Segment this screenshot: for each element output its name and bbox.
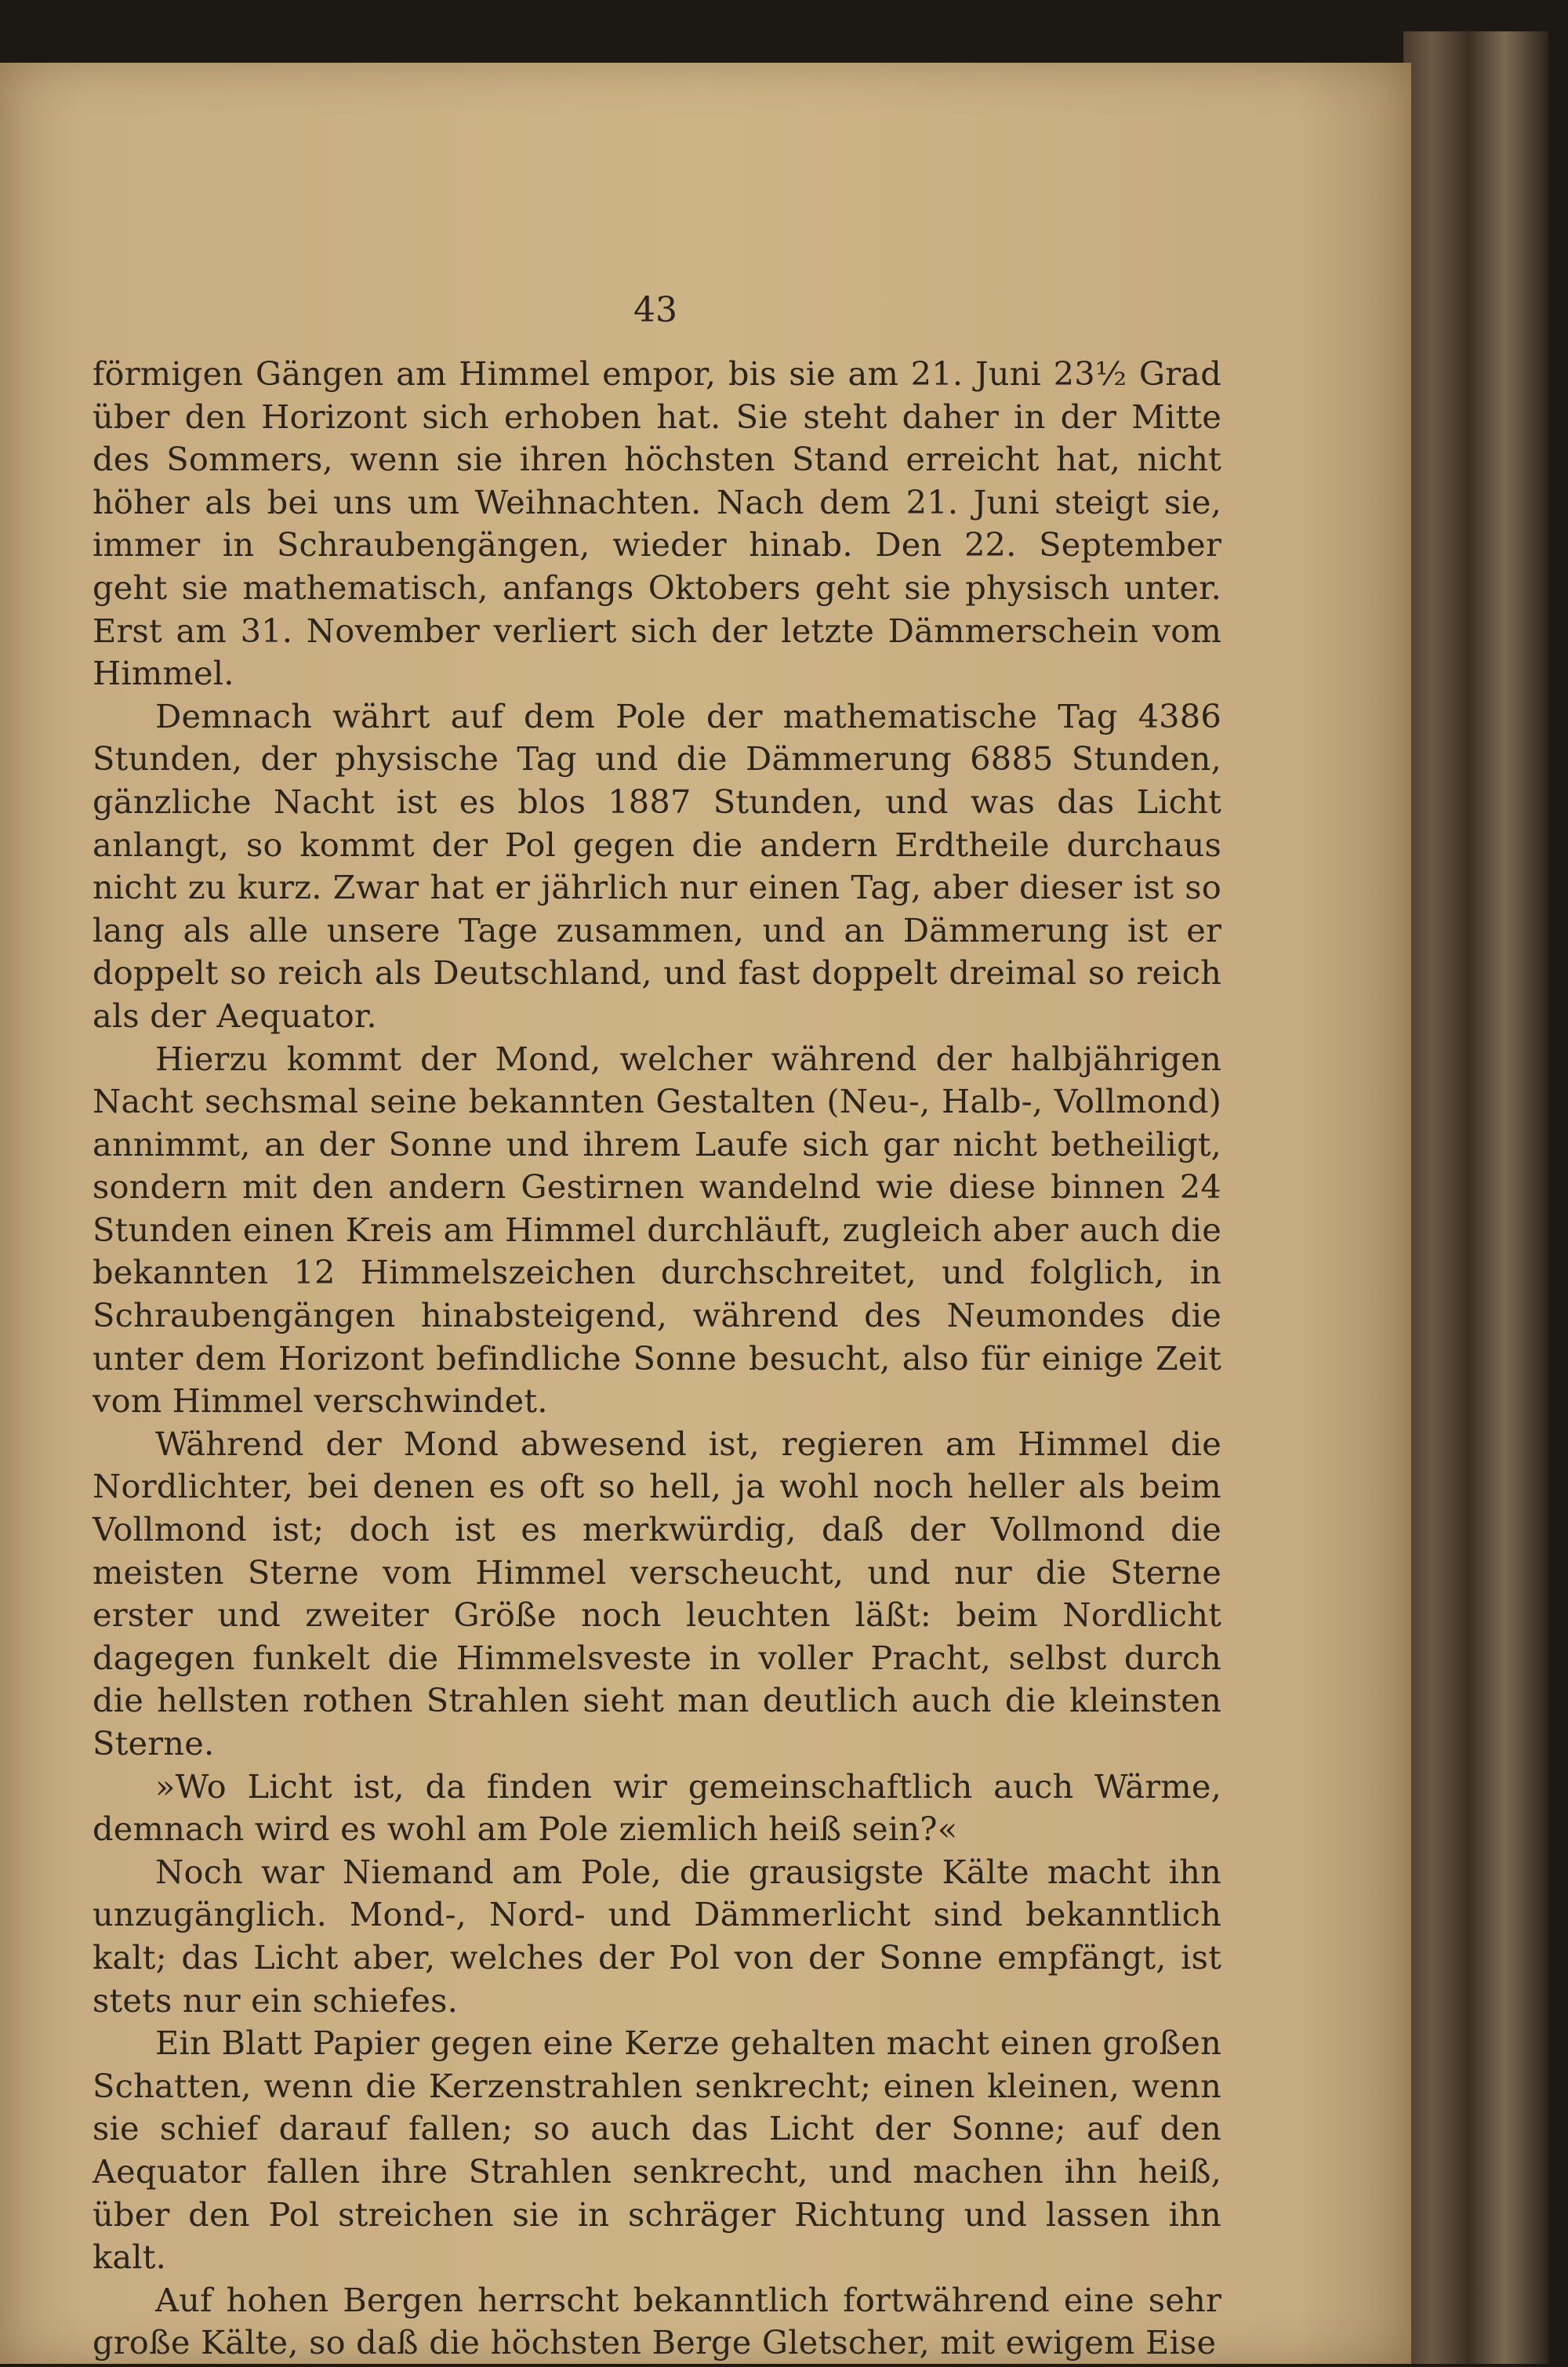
paragraph: Demnach währt auf dem Pole der mathematische Tag 4386 Stunden, der physische Tag und die Dämmerung 6885 Stunden, gänzliche Nacht ist es blos 1887 Stunden, und was das Licht anlangt, so kommt der Pol gegen die andern Erdtheile durchaus nicht zu kurz. Zwar hat er jährlich nur einen Tag, aber dieser ist so lang als alle unsere Tage zusammen, und an Dämmerung ist er doppelt so reich als Deutschland, und fast doppelt dreimal so reich als der Aequator.	[93, 696, 1221, 1035]
paragraph: Hierzu kommt der Mond, welcher während der halbjährigen Nacht sechsmal seine bekannten Gestalten (Neu-, Halb-, Vollmond) annimmt, an der Sonne und ihrem Laufe sich gar nicht betheiligt, sondern mit den andern Gestirnen wandelnd wie diese binnen 24 Stunden einen Kreis am Himmel durchläuft, zugleich aber auch die bekannten 12 Himmelszeichen durchschreitet, und folglich, in Schraubengängen hinabsteigend, während des Neumondes die unter dem Horizont befindliche Sonne besucht, also für einige Zeit vom Himmel verschwindet.	[93, 1039, 1221, 1421]
page-number: 43	[633, 290, 677, 330]
paragraph: »Wo Licht ist, da finden wir gemeinschaftlich auch Wärme, demnach wird es wohl am Pole ziemlich heiß sein?«	[93, 1766, 1221, 1849]
paragraph: Ein Blatt Papier gegen eine Kerze gehalten macht einen großen Schatten, wenn die Kerzenstrahlen senkrecht; einen kleinen, wenn sie schief darauf fallen; so auch das Licht der Sonne; auf den Aequator fallen ihre Strahlen senkrecht, und machen ihn heiß, über den Pol streichen sie in schräger Richtung und lassen ihn kalt.	[93, 2024, 1221, 2277]
paragraph: Noch war Niemand am Pole, die grausigste Kälte macht ihn unzugänglich. Mond-, Nord- und Dämmerlicht sind bekanntlich kalt; das Licht aber, welches der Pol von der Sonne empfängt, ist stets nur ein schiefes.	[93, 1852, 1221, 2020]
page-sheet	[0, 63, 1411, 2364]
paragraph: förmigen Gängen am Himmel empor, bis sie am 21. Juni 23½ Grad über den Horizont sich erhoben hat. Sie steht daher in der Mitte des Sommers, wenn sie ihren höchsten Stand erreicht hat, nicht höher als bei uns um Weihnachten. Nach dem 21. Juni steigt sie, immer in Schraubengängen, wieder hinab. Den 22. September geht sie mathematisch, anfangs Oktobers geht sie physisch unter. Erst am 31. November verliert sich der letzte Dämmerschein vom Himmel.	[93, 354, 1221, 693]
body-text	[93, 353, 1221, 2365]
paragraph: Während der Mond abwesend ist, regieren am Himmel die Nordlichter, bei denen es oft so hell, ja wohl noch heller als beim Vollmond ist; doch ist es merkwürdig, daß der Vollmond die meisten Sterne vom Himmel verscheucht, und nur die Sterne erster und zweiter Größe noch leuchten läßt: beim Nordlicht dagegen funkelt die Himmelsveste in voller Pracht, selbst durch die hellsten rothen Strahlen sieht man deutlich auch die kleinsten Sterne.	[93, 1424, 1221, 1763]
paragraph: Auf hohen Bergen herrscht bekanntlich fortwährend eine sehr große Kälte, so daß die höchsten Berge Gletscher, mit ewigem Eise	[93, 2280, 1221, 2362]
book-spine-edge	[1403, 31, 1548, 2364]
